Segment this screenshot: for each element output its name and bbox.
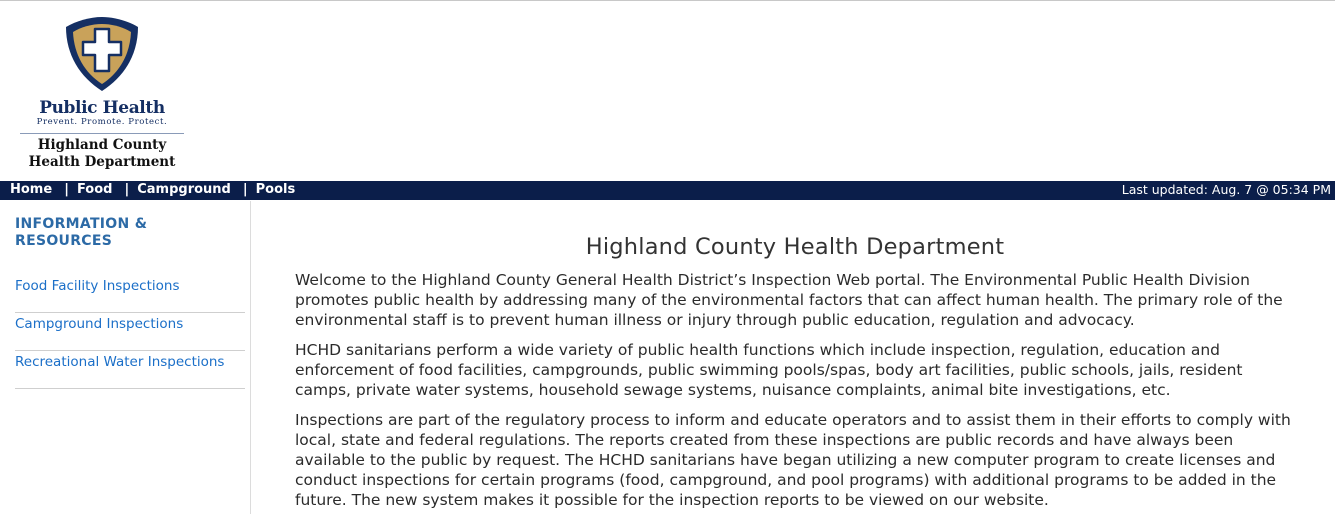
logo-tagline: Prevent. Promote. Protect.: [36, 117, 168, 127]
intro-paragraph-3: Inspections are part of the regulatory process to inform and educate operators and to assist them in their efforts to comply with local, state and federal regulations. The reports created from these inspections are public records and have always been available to the public by request. The HCHD sanitarians have began utilizing a new computer program to create licenses and conduct inspections for certain programs (food, campground, and pool programs) with additional programs to be added in the future. The new system makes it possible for the inspection reports to be viewed on our website.: [295, 411, 1291, 509]
site-header: [0, 1, 1335, 181]
sidebar-heading: INFORMATION & RESOURCES: [15, 216, 148, 249]
nav-link-food[interactable]: Food: [76, 182, 113, 197]
nav-separator: |: [242, 182, 248, 197]
main-content: [295, 232, 1295, 520]
nav-link-pools[interactable]: Pools: [255, 182, 296, 197]
shield-cross-icon: [62, 15, 142, 93]
intro-paragraph-2: HCHD sanitarians perform a wide variety of public health functions which include inspection, regulation, education and enforcement of food facilities, campgrounds, public swimming pools/spas, body art facilities, public schools, jails, resident camps, private water systems, household sewage systems, nuisance complaints, animal bite investigations, etc.: [295, 341, 1243, 399]
intro-paragraph-1: Welcome to the Highland County General Health District’s Inspection Web portal. The Environmental Public Health Division promotes public health by addressing many of the environmental factors that can affect human health. The primary role of the environmental staff is to prevent human illness or injury through public education, regulation and advocacy.: [295, 271, 1283, 329]
logo-org-line-2: Health Department: [28, 154, 176, 170]
nav-links: [10, 182, 295, 197]
logo-title: Public Health: [39, 98, 165, 118]
top-nav-bar: [0, 181, 1335, 200]
nav-separator: |: [124, 182, 130, 197]
nav-link-home[interactable]: Home: [10, 182, 53, 197]
logo-divider: [20, 133, 184, 134]
public-health-logo[interactable]: [18, 15, 186, 171]
nav-link-campground[interactable]: Campground: [137, 182, 231, 197]
sidebar: [0, 201, 251, 514]
page-title: Highland County Health Department: [585, 234, 1005, 260]
sidebar-link-food-facility-inspections[interactable]: Food Facility Inspections: [15, 276, 245, 313]
last-updated-text: Last updated: Aug. 7 @ 05:34 PM: [1121, 182, 1331, 197]
sidebar-link-recreational-water-inspections[interactable]: Recreational Water Inspections: [15, 352, 245, 389]
sidebar-link-campground-inspections[interactable]: Campground Inspections: [15, 314, 245, 351]
nav-separator: |: [64, 182, 69, 197]
logo-org-line-1: Highland County: [37, 137, 167, 153]
